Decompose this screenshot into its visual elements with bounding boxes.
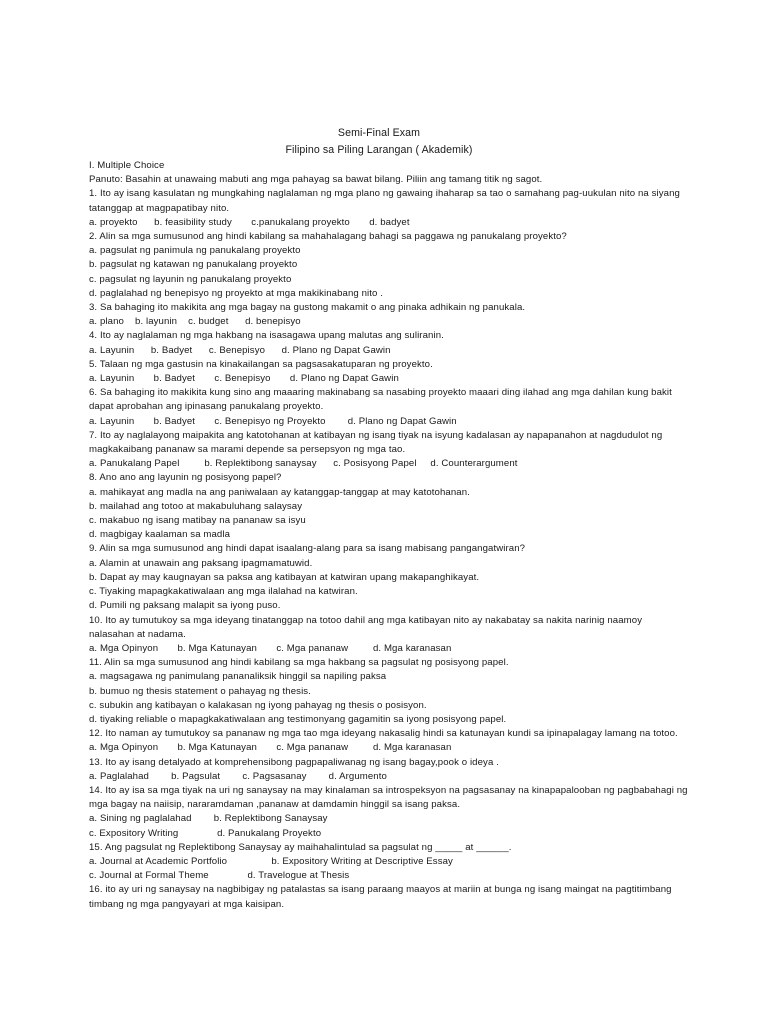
question-item <box>89 301 689 329</box>
question-text: 6. Sa bahaging ito makikita kung sino ang maaaring makinabang sa nasabing proyekto maaari ding ilahad ang mga dahilan kung bakit dapat aprobahan ang ipinasang panukalang proyekto. <box>89 387 672 413</box>
answer-option: b. Dapat ay may kaugnayan sa paksa ang katibayan at katwiran upang makapanghikayat. <box>89 571 480 583</box>
question-item <box>89 656 689 727</box>
answer-option: a. Journal at Academic Portfolio b. Expository Writing at Descriptive Essay <box>89 855 453 867</box>
answer-option: a. Layunin b. Badyet c. Benepisyo ng Proyekto d. Plano ng Dapat Gawin <box>89 415 457 427</box>
question-text: 12. Ito naman ay tumutukoy sa pananaw ng mga tao mga ideyang nakasalig hindi sa katunayan kundi sa ipinapalagay lamang na totoo. <box>89 728 678 740</box>
question-text: 15. Ang pagsulat ng Replektibong Sanaysay ay maihahalintulad sa pagsulat ng _____ at ______. <box>89 841 512 853</box>
question-item <box>89 230 689 301</box>
question-text: 13. Ito ay isang detalyado at komprehensibong pagpapaliwanag ng isang bagay,pook o ideya . <box>89 756 499 768</box>
answer-option: d. paglalahad ng benepisyo ng proyekto at mga makikinabang nito . <box>89 287 383 299</box>
question-text: 2. Alin sa mga sumusunod ang hindi kabilang sa mahahalagang bahagi sa paggawa ng panukalang proyekto? <box>89 231 567 243</box>
question-item <box>89 187 689 230</box>
question-item <box>89 756 689 784</box>
question-item <box>89 329 689 357</box>
question-text: 5. Talaan ng mga gastusin na kinakailangan sa pagsasakatuparan ng proyekto. <box>89 358 433 370</box>
question-text: 7. Ito ay naglalayong maipakita ang katotohanan at katibayan ng isang tiyak na isyung kadalasan ay napapanahon at nagdudulot ng magkakaibang pananaw sa marami depende sa persepsyon ng mga tao. <box>89 429 663 456</box>
answer-option: a. Mga Opinyon b. Mga Katunayan c. Mga pananaw d. Mga karanasan <box>89 642 452 654</box>
answer-option: a. Sining ng paglalahad b. Replektibong Sanaysay <box>89 813 328 825</box>
question-item <box>89 841 689 884</box>
answer-option: b. pagsulat ng katawan ng panukalang proyekto <box>89 259 298 271</box>
question-item <box>89 358 689 386</box>
answer-option: a. magsagawa ng panimulang pananaliksik hinggil sa napiling paksa <box>89 671 387 683</box>
answer-option: d. magbigay kaalaman sa madla <box>89 529 231 541</box>
question-text: 3. Sa bahaging ito makikita ang mga bagay na gustong makamit o ang pinaka adhikain ng panukala. <box>89 302 526 314</box>
answer-option: a. Paglalahad b. Pagsulat c. Pagsasanay d. Argumento <box>89 770 387 782</box>
answer-option: d. tiyaking reliable o mapagkakatiwalaan ang testimonyang gagamitin sa iyong posisyong papel. <box>89 713 507 725</box>
question-item <box>89 883 689 911</box>
answer-option: a. mahikayat ang madla na ang paniwalaan ay katanggap-tanggap at may katotohanan. <box>89 486 470 498</box>
answer-option: c. Journal at Formal Theme d. Travelogue at Thesis <box>89 870 350 882</box>
question-text: 4. Ito ay naglalaman ng mga hakbang na isasagawa upang malutas ang suliranin. <box>89 330 444 342</box>
answer-option: c. makabuo ng isang matibay na pananaw sa isyu <box>89 515 306 527</box>
question-text: 9. Alin sa mga sumusunod ang hindi dapat isaalang-alang para sa isang mabisang pangangatwiran? <box>89 543 526 555</box>
answer-option: c. subukin ang katibayan o kalakasan ng iyong pahayag ng thesis o posisyon. <box>89 699 427 711</box>
answer-option: c. Expository Writing d. Panukalang Proyekto <box>89 827 322 839</box>
exam-title: Semi-Final Exam <box>337 127 421 139</box>
instructions: Panuto: Basahin at unawaing mabuti ang mga pahayag sa bawat bilang. Piliin ang tamang titik ng sagot. <box>89 174 543 186</box>
question-text: 8. Ano ano ang layunin ng posisyong papel? <box>89 472 282 484</box>
answer-option: a. Panukalang Papel b. Replektibong sanaysay c. Posisyong Papel d. Counterargument <box>89 458 518 470</box>
answer-option: a. Mga Opinyon b. Mga Katunayan c. Mga pananaw d. Mga karanasan <box>89 742 452 754</box>
answer-option: a. plano b. layunin c. budget d. benepisyo <box>89 316 301 328</box>
answer-option: c. Tiyaking mapagkakatiwalaan ang mga ilalahad na katwiran. <box>89 586 358 598</box>
question-item <box>89 614 689 657</box>
question-text: 16. ito ay uri ng sanaysay na nagbibigay ng patalastas sa isang paraang maayos at mariin at bunga ng isang maingat na pagtitimbang timbang ng mga pangyayari at mga kaisipan. <box>89 884 672 910</box>
answer-option: a. Alamin at unawain ang paksang ipagmamatuwid. <box>89 557 313 569</box>
question-item <box>89 784 689 841</box>
question-text: 11. Alin sa mga sumusunod ang hindi kabilang sa mga hakbang sa pagsulat ng posisyong papel. <box>89 657 509 669</box>
question-item <box>89 386 689 429</box>
question-text: 10. Ito ay tumutukoy sa mga ideyang tinatanggap na totoo dahil ang mga katibayan nito ay nakabatay sa nakita narinig naamoy nalasahan at nadama. <box>89 614 643 640</box>
answer-option: b. bumuo ng thesis statement o pahayag ng thesis. <box>89 685 311 697</box>
answer-option: b. mailahad ang totoo at makabuluhang salaysay <box>89 500 303 512</box>
question-text: 1. Ito ay isang kasulatan ng mungkahing naglalaman ng mga plano ng gawaing ihaharap sa tao o samahang pag-uukulan nito na siyang tatanggap at magpapatibay nito. <box>89 188 680 214</box>
answer-option: a. pagsulat ng panimula ng panukalang proyekto <box>89 245 301 257</box>
section-heading: I. Multiple Choice <box>89 160 165 171</box>
question-text: 14. Ito ay isa sa mga tiyak na uri ng sanaysay na may kinalaman sa introspeksyon na pagsasanay na kinapapalooban ng pagbabahagi ng mga bagay na naiisip, nararamdaman ,pananaw at damdamin hinggil sa isang paksa. <box>89 784 688 811</box>
answer-option: a. Layunin b. Badyet c. Benepisyo d. Plano ng Dapat Gawin <box>89 344 391 356</box>
answer-option: a. Layunin b. Badyet c. Benepisyo d. Plano ng Dapat Gawin <box>89 373 399 385</box>
answer-option: d. Pumili ng paksang malapit sa iyong puso. <box>89 600 281 612</box>
question-item <box>89 727 689 755</box>
question-item <box>89 542 689 613</box>
question-item <box>89 429 689 472</box>
answer-option: c. pagsulat ng layunin ng panukalang proyekto <box>89 273 292 285</box>
exam-content <box>89 125 689 912</box>
answer-option: a. proyekto b. feasibility study c.panukalang proyekto d. badyet <box>89 216 410 228</box>
question-list <box>89 187 689 911</box>
exam-subtitle: Filipino sa Piling Larangan ( Akademik) <box>285 144 473 156</box>
question-item <box>89 471 689 542</box>
